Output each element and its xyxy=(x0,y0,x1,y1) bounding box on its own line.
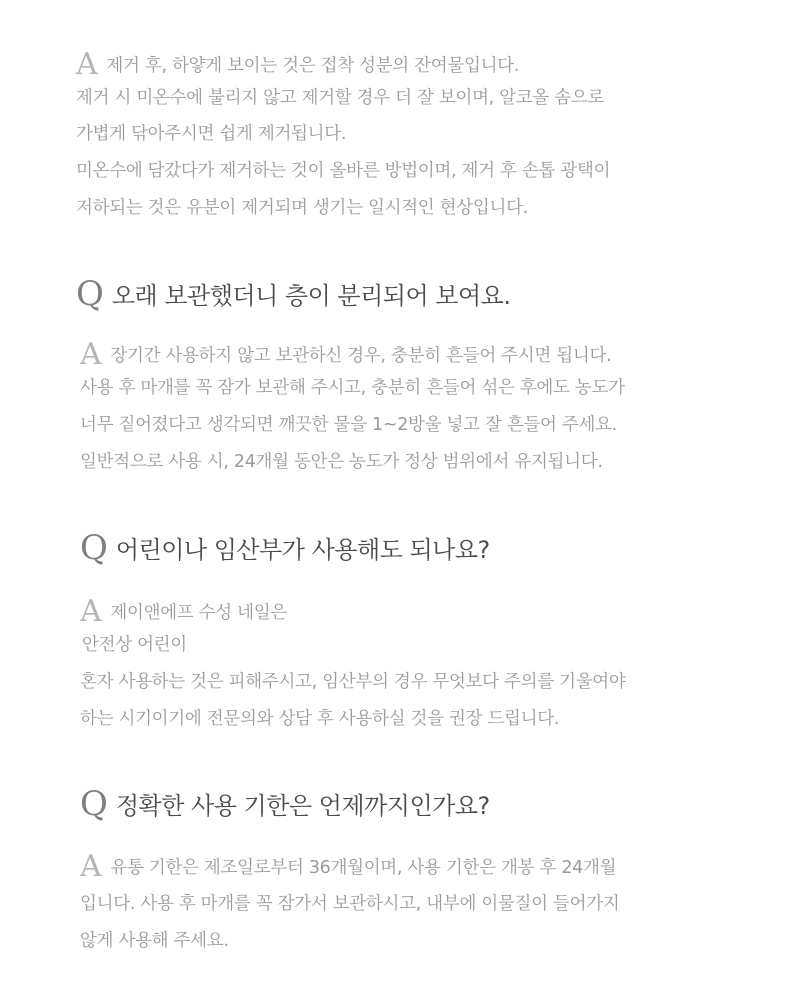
question-text: 오래 보관했더니 층이 분리되어 보여요. xyxy=(111,282,511,310)
question-q-mark: Q xyxy=(80,527,108,568)
answer-line xyxy=(80,337,612,372)
answer-line: 저하되는 것은 유분이 제거되며 생기는 일시적인 현상입니다. xyxy=(76,198,528,218)
question-q-mark: Q xyxy=(80,783,108,824)
answer-a-mark: A xyxy=(80,849,102,884)
answer-line: 하는 시기이기에 전문의와 상담 후 사용하실 것을 권장 드립니다. xyxy=(80,709,560,729)
answer-line: 사용 후 마개를 꼭 잠가 보관해 주시고, 충분히 흔들어 섞은 후에도 농도가 xyxy=(80,378,625,398)
answer-line xyxy=(80,594,287,629)
question-q-mark: Q xyxy=(76,273,104,314)
answer-line: 가볍게 닦아주시면 쉽게 제거됩니다. xyxy=(76,124,347,144)
answer-a-mark: A xyxy=(80,337,102,372)
answer-a-mark: A xyxy=(76,47,98,82)
question xyxy=(80,783,490,824)
answer-line xyxy=(80,849,617,884)
answer-line: 안전상 어린이 xyxy=(82,635,187,655)
answer-line: 입니다. 사용 후 마개를 꼭 잠가서 보관하시고, 내부에 이물질이 들어가지 xyxy=(80,894,620,914)
answer-text: 장기간 사용하지 않고 보관하신 경우, 충분히 흔들어 주시면 됩니다. xyxy=(110,346,612,366)
answer-line: 너무 짙어졌다고 생각되면 깨끗한 물을 1~2방울 넣고 잘 흔들어 주세요. xyxy=(80,415,617,435)
question xyxy=(76,273,511,314)
answer-line: 일반적으로 사용 시, 24개월 동안은 농도가 정상 범위에서 유지됩니다. xyxy=(80,452,603,472)
answer-line: 제거 시 미온수에 불리지 않고 제거할 경우 더 잘 보이며, 알코올 솜으로 xyxy=(76,88,605,108)
question-text: 정확한 사용 기한은 언제까지인가요? xyxy=(115,792,490,820)
answer-line: 미온수에 담갔다가 제거하는 것이 올바른 방법이며, 제거 후 손톱 광택이 xyxy=(76,161,611,181)
answer-line xyxy=(76,47,520,82)
question-text: 어린이나 임산부가 사용해도 되나요? xyxy=(115,536,490,564)
answer-text: 제거 후, 하얗게 보이는 것은 접착 성분의 잔여물입니다. xyxy=(106,56,520,76)
answer-a-mark: A xyxy=(80,594,102,629)
answer-text: 제이앤에프 수성 네일은 xyxy=(110,603,287,623)
answer-text: 유통 기한은 제조일로부터 36개월이며, 사용 기한은 개봉 후 24개월 xyxy=(110,858,617,878)
answer-line: 않게 사용해 주세요. xyxy=(80,931,229,951)
answer-line: 혼자 사용하는 것은 피해주시고, 임산부의 경우 무엇보다 주의를 기울여야 xyxy=(80,672,626,692)
question xyxy=(80,527,490,568)
